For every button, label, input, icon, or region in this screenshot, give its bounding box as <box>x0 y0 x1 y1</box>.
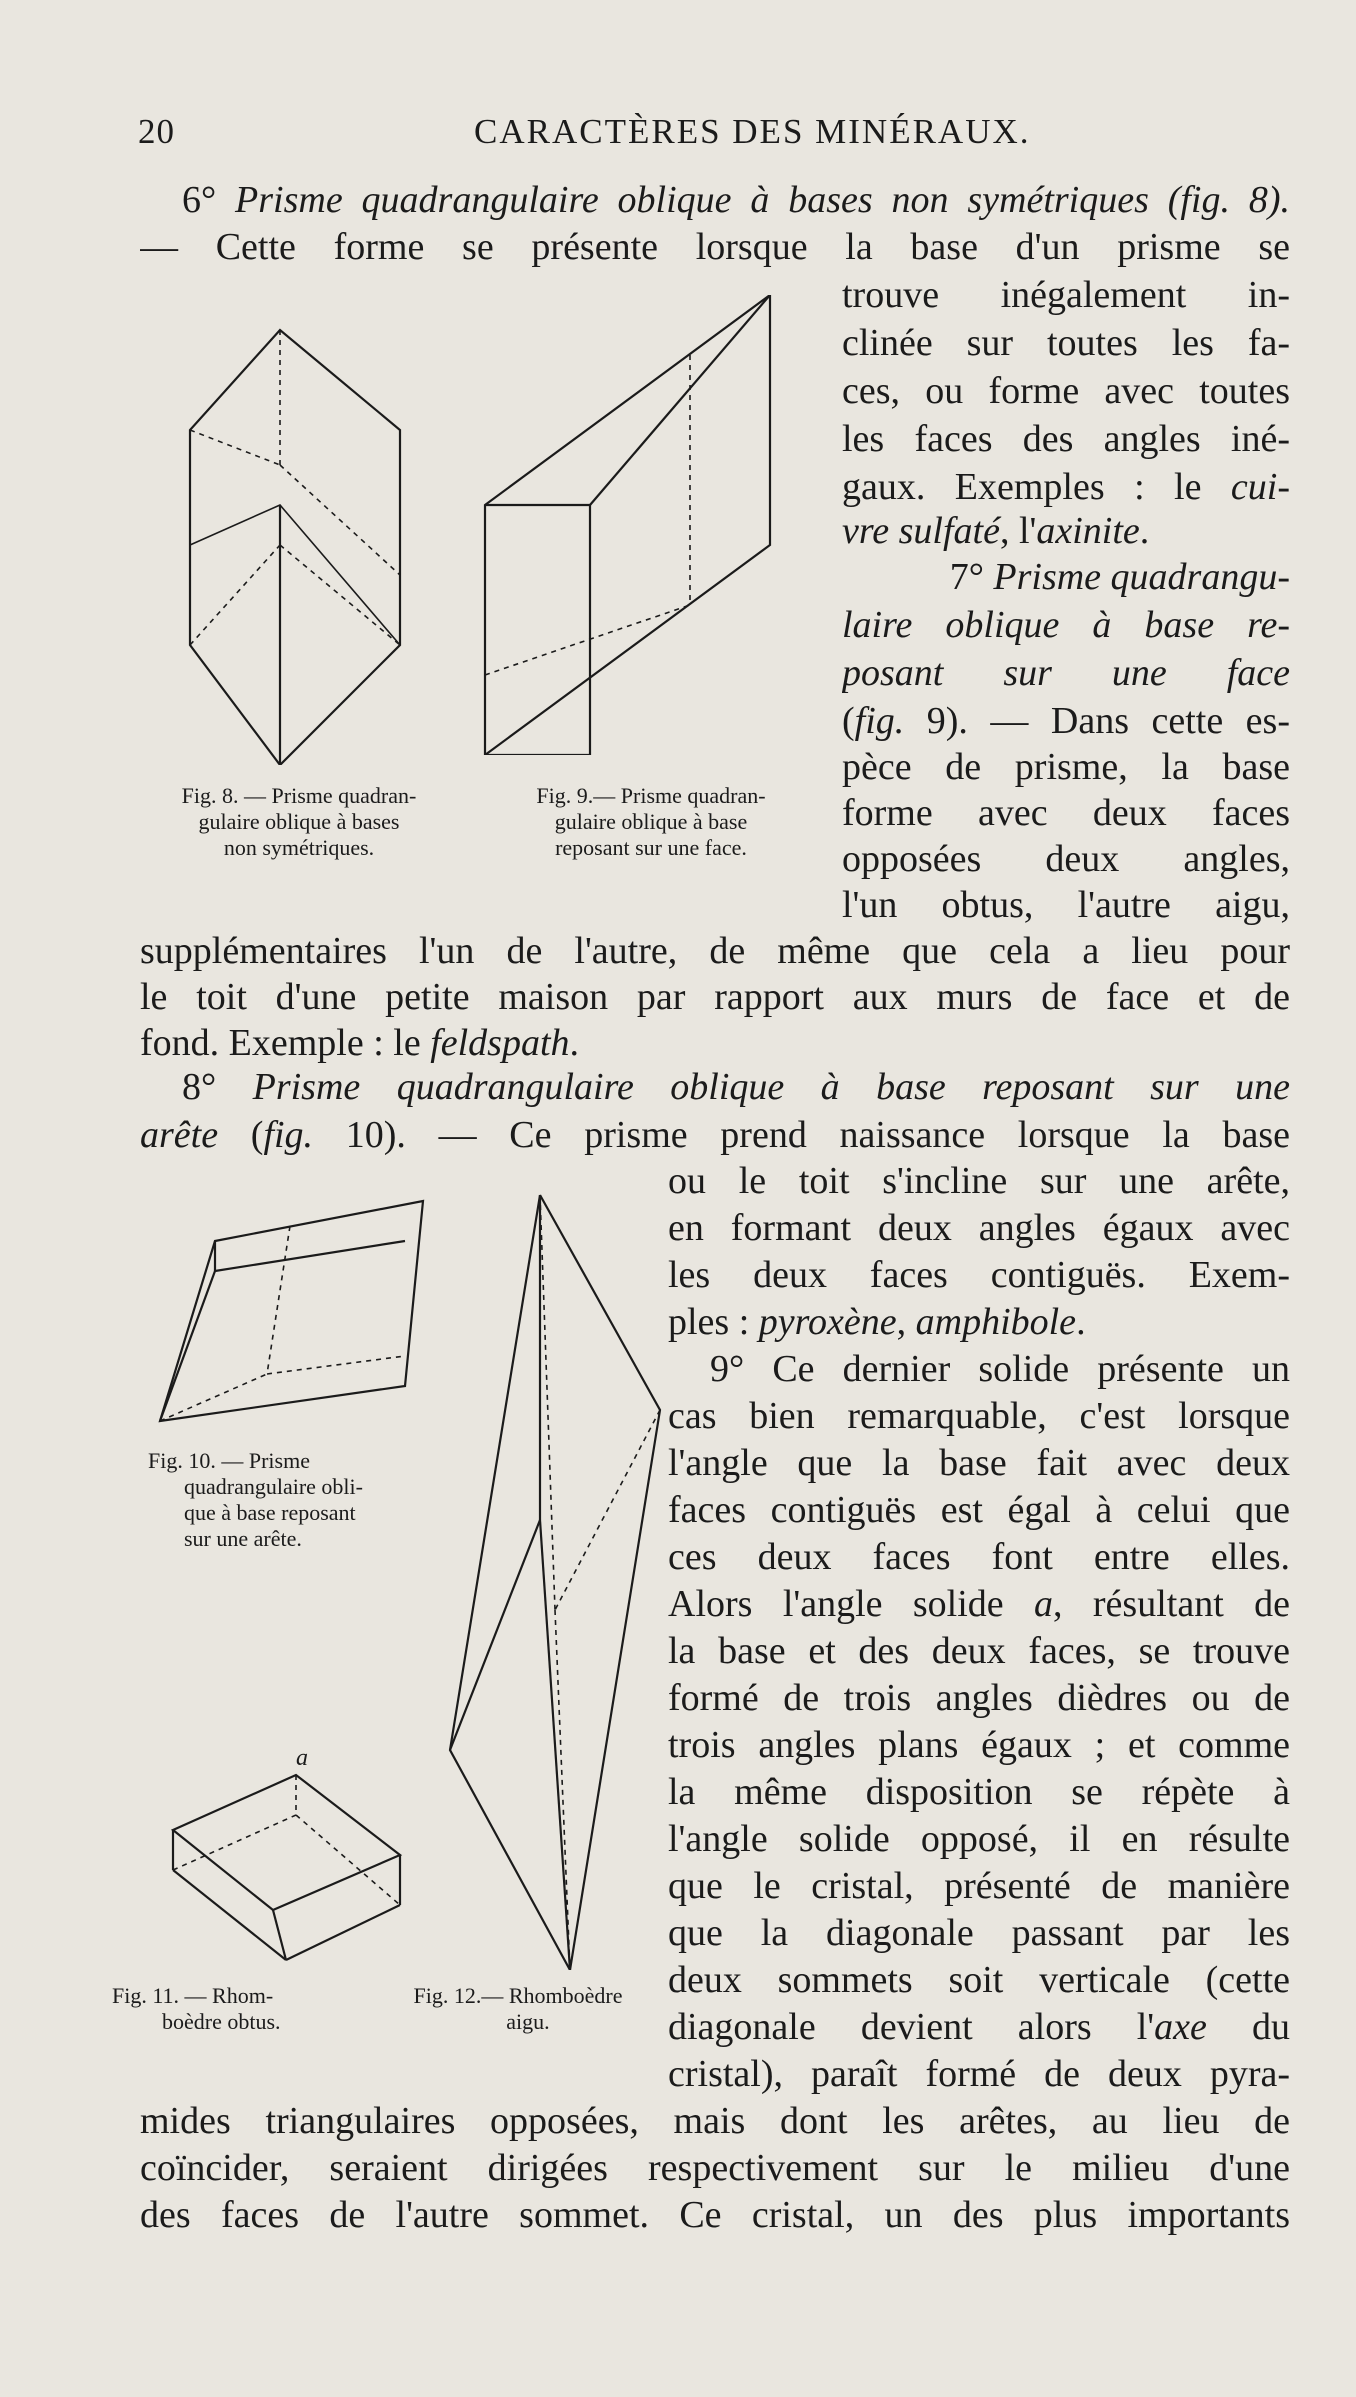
text-line: cristal), paraît formé de deux pyra- <box>668 2053 1290 2095</box>
text-line: arête (fig. 10). — Ce prisme prend naissance lorsque la base <box>140 1114 1290 1156</box>
page-header <box>138 112 1298 162</box>
text-line: opposées deux angles, <box>842 838 1290 880</box>
text-line: en formant deux angles égaux avec <box>668 1207 1290 1249</box>
text-line: Alors l'angle solide a, résultant de <box>668 1583 1290 1625</box>
text-line: 8° Prisme quadrangulaire oblique à base reposant sur une <box>182 1066 1290 1108</box>
figure-10-prism-on-edge <box>155 1196 425 1426</box>
text-line: 7° Prisme quadrangu- <box>949 556 1290 598</box>
figure-10-caption: Fig. 10. — Prisme quadrangulaire obli- que à base reposant sur une arête. <box>148 1448 363 1551</box>
text-line: forme avec deux faces <box>842 792 1290 834</box>
text-line: ou le toit s'incline sur une arête, <box>668 1160 1290 1202</box>
text-line: ples : pyroxène, amphibole. <box>668 1301 1086 1343</box>
text-line: 6° Prisme quadrangulaire oblique à bases non symétriques (fig. 8). <box>182 179 1290 221</box>
text-line: gaux. Exemples : le cui- <box>842 466 1290 508</box>
text-line: les faces des angles iné- <box>842 418 1290 460</box>
text-line: — Cette forme se présente lorsque la base d'un prisme se <box>140 226 1290 268</box>
figure-9-prism-on-face <box>480 295 780 755</box>
text-line: ces, ou forme avec toutes <box>842 370 1290 412</box>
text-line: supplémentaires l'un de l'autre, de même que cela a lieu pour <box>140 930 1290 972</box>
text-line: la même disposition se répète à <box>668 1771 1290 1813</box>
text-line: laire oblique à base re- <box>842 604 1290 646</box>
text-line: faces contiguës est égal à celui que <box>668 1489 1290 1531</box>
text-line: les deux faces contiguës. Exem- <box>668 1254 1290 1296</box>
text-line: des faces de l'autre sommet. Ce cristal, un des plus importants <box>140 2194 1290 2236</box>
text-line: ces deux faces font entre elles. <box>668 1536 1290 1578</box>
figure-9-caption: Fig. 9.— Prisme quadran- gulaire oblique à base reposant sur une face. <box>536 783 766 860</box>
text-line: cas bien remarquable, c'est lorsque <box>668 1395 1290 1437</box>
figure-8-caption: Fig. 8. — Prisme quadran- gulaire oblique à bases non symétriques. <box>181 783 417 860</box>
text-line: l'un obtus, l'autre aigu, <box>842 884 1290 926</box>
figure-11-caption: Fig. 11. — Rhom- boèdre obtus. <box>112 1983 281 2034</box>
text-line: l'angle solide opposé, il en résulte <box>668 1818 1290 1860</box>
running-title: CARACTÈRES DES MINÉRAUX. <box>474 112 1031 151</box>
text-line: 9° Ce dernier solide présente un <box>710 1348 1290 1390</box>
figure-12-caption: Fig. 12.— Rhomboèdre aigu. <box>413 1983 623 2034</box>
text-line: le toit d'une petite maison par rapport aux murs de face et de <box>140 976 1290 1018</box>
text-line: fond. Exemple : le feldspath. <box>140 1022 580 1064</box>
figure-11-obtuse-rhombohedron <box>168 1770 408 1965</box>
figure-8-oblique-prism <box>180 315 410 765</box>
figure-12-acute-rhombohedron <box>445 1190 665 1970</box>
text-line: diagonale devient alors l'axe du <box>668 2006 1290 2048</box>
text-line: posant sur une face <box>842 652 1290 694</box>
text-line: mides triangulaires opposées, mais dont les arêtes, au lieu de <box>140 2100 1290 2142</box>
figure-11-vertex-label: a <box>296 1745 308 1771</box>
text-line: clinée sur toutes les fa- <box>842 322 1290 364</box>
text-line: formé de trois angles dièdres ou de <box>668 1677 1290 1719</box>
text-line: que la diagonale passant par les <box>668 1912 1290 1954</box>
text-line: deux sommets soit verticale (cette <box>668 1959 1290 2001</box>
text-line: coïncider, seraient dirigées respectivement sur le milieu d'une <box>140 2147 1290 2189</box>
text-line: trouve inégalement in- <box>842 274 1290 316</box>
text-line: (fig. 9). — Dans cette es- <box>842 700 1290 742</box>
text-line: la base et des deux faces, se trouve <box>668 1630 1290 1672</box>
text-line: l'angle que la base fait avec deux <box>668 1442 1290 1484</box>
text-line: trois angles plans égaux ; et comme <box>668 1724 1290 1766</box>
text-line: vre sulfaté, l'axinite. <box>842 510 1150 552</box>
page-number: 20 <box>138 112 175 151</box>
text-line: pèce de prisme, la base <box>842 746 1290 788</box>
text-line: que le cristal, présenté de manière <box>668 1865 1290 1907</box>
